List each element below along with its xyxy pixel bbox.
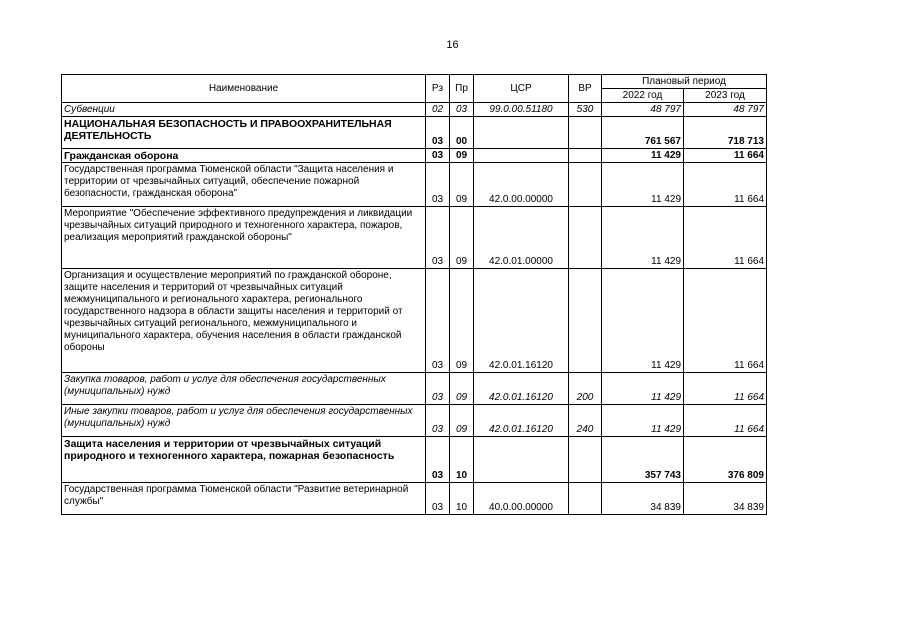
- row-2022: 11 429: [602, 373, 684, 405]
- table-row: [62, 405, 767, 437]
- table-row: [62, 149, 767, 163]
- row-name: Иные закупки товаров, работ и услуг для обеспечения государственных (муниципальных) нужд: [62, 405, 426, 437]
- header-year-2022: 2022 год: [602, 89, 684, 103]
- row-name: НАЦИОНАЛЬНАЯ БЕЗОПАСНОСТЬ И ПРАВООХРАНИТЕЛЬНАЯ ДЕЯТЕЛЬНОСТЬ: [62, 117, 426, 149]
- header-year-2023: 2023 год: [684, 89, 767, 103]
- row-2023: 11 664: [684, 163, 767, 207]
- row-vr: [569, 163, 602, 207]
- row-csr: 42.0.01.16120: [474, 405, 569, 437]
- row-csr: 42.0.01.16120: [474, 269, 569, 373]
- row-pr: 09: [450, 405, 474, 437]
- row-rz: 03: [426, 269, 450, 373]
- row-csr: [474, 437, 569, 483]
- row-vr: [569, 117, 602, 149]
- row-name: Мероприятие "Обеспечение эффективного предупреждения и ликвидации чрезвычайных ситуаций природного и техногенного характера, пожаров, реализация мероприятий гражданской обороны": [62, 207, 426, 269]
- row-name: Защита населения и территории от чрезвычайных ситуаций природного и техногенного характера, пожарная безопасность: [62, 437, 426, 483]
- row-pr: 00: [450, 117, 474, 149]
- table-body: [62, 103, 767, 515]
- row-2022: 761 567: [602, 117, 684, 149]
- row-name: Государственная программа Тюменской области "Защита населения и территории от чрезвычайных ситуаций, обеспечение пожарной безопасности, гражданская оборона": [62, 163, 426, 207]
- table-row: [62, 483, 767, 515]
- row-2022: 11 429: [602, 405, 684, 437]
- row-2022: 34 839: [602, 483, 684, 515]
- row-pr: 09: [450, 373, 474, 405]
- table-row: [62, 163, 767, 207]
- row-rz: 03: [426, 117, 450, 149]
- header-name: Наименование: [62, 75, 426, 103]
- header-pr: Пр: [450, 75, 474, 103]
- row-vr: [569, 269, 602, 373]
- row-2022: 11 429: [602, 269, 684, 373]
- row-2022: 11 429: [602, 149, 684, 163]
- table-header: [62, 75, 767, 103]
- row-2022: 11 429: [602, 163, 684, 207]
- row-rz: 03: [426, 149, 450, 163]
- row-pr: 09: [450, 207, 474, 269]
- row-rz: 03: [426, 437, 450, 483]
- row-2023: 718 713: [684, 117, 767, 149]
- table-row: [62, 103, 767, 117]
- row-pr: 09: [450, 163, 474, 207]
- row-name: Организация и осуществление мероприятий по гражданской обороне, защите населения и территорий от чрезвычайных ситуаций межмуниципального и регионального характера, регионального государственного надзора в области защиты населения и территорий от чрезвычайных ситуаций регионального, межмуниципального и муниципального характера, обучения населения в области гражданской обороны: [62, 269, 426, 373]
- row-2022: 357 743: [602, 437, 684, 483]
- row-pr: 09: [450, 269, 474, 373]
- row-2023: 376 809: [684, 437, 767, 483]
- row-2023: 11 664: [684, 149, 767, 163]
- row-rz: 03: [426, 163, 450, 207]
- row-pr: 09: [450, 149, 474, 163]
- row-pr: 03: [450, 103, 474, 117]
- budget-table: [61, 74, 767, 515]
- row-vr: [569, 207, 602, 269]
- row-rz: 03: [426, 207, 450, 269]
- row-2023: 11 664: [684, 207, 767, 269]
- row-csr: [474, 117, 569, 149]
- table-row: [62, 269, 767, 373]
- row-name: Гражданская оборона: [62, 149, 426, 163]
- row-csr: [474, 149, 569, 163]
- row-rz: 03: [426, 405, 450, 437]
- row-csr: 42.0.01.00000: [474, 207, 569, 269]
- page-number: 16: [446, 39, 459, 51]
- row-vr: [569, 149, 602, 163]
- header-rz: Рз: [426, 75, 450, 103]
- row-2023: 11 664: [684, 373, 767, 405]
- header-planned-period: Плановый период: [602, 75, 767, 89]
- row-pr: 10: [450, 483, 474, 515]
- row-name: Государственная программа Тюменской области "Развитие ветеринарной службы": [62, 483, 426, 515]
- row-2023: 34 839: [684, 483, 767, 515]
- row-rz: 02: [426, 103, 450, 117]
- row-name: Субвенции: [62, 103, 426, 117]
- row-vr: [569, 437, 602, 483]
- row-2023: 48 797: [684, 103, 767, 117]
- row-2023: 11 664: [684, 405, 767, 437]
- row-vr: 530: [569, 103, 602, 117]
- header-vr: ВР: [569, 75, 602, 103]
- table-row: [62, 437, 767, 483]
- header-csr: ЦСР: [474, 75, 569, 103]
- row-name: Закупка товаров, работ и услуг для обеспечения государственных (муниципальных) нужд: [62, 373, 426, 405]
- table-row: [62, 207, 767, 269]
- row-rz: 03: [426, 373, 450, 405]
- row-2022: 48 797: [602, 103, 684, 117]
- row-vr: 200: [569, 373, 602, 405]
- row-csr: 40.0.00.00000: [474, 483, 569, 515]
- row-vr: 240: [569, 405, 602, 437]
- row-pr: 10: [450, 437, 474, 483]
- row-2022: 11 429: [602, 207, 684, 269]
- row-2023: 11 664: [684, 269, 767, 373]
- table-row: [62, 117, 767, 149]
- table-row: [62, 373, 767, 405]
- row-rz: 03: [426, 483, 450, 515]
- row-vr: [569, 483, 602, 515]
- row-csr: 42.0.01.16120: [474, 373, 569, 405]
- row-csr: 42.0.00.00000: [474, 163, 569, 207]
- row-csr: 99.0.00.51180: [474, 103, 569, 117]
